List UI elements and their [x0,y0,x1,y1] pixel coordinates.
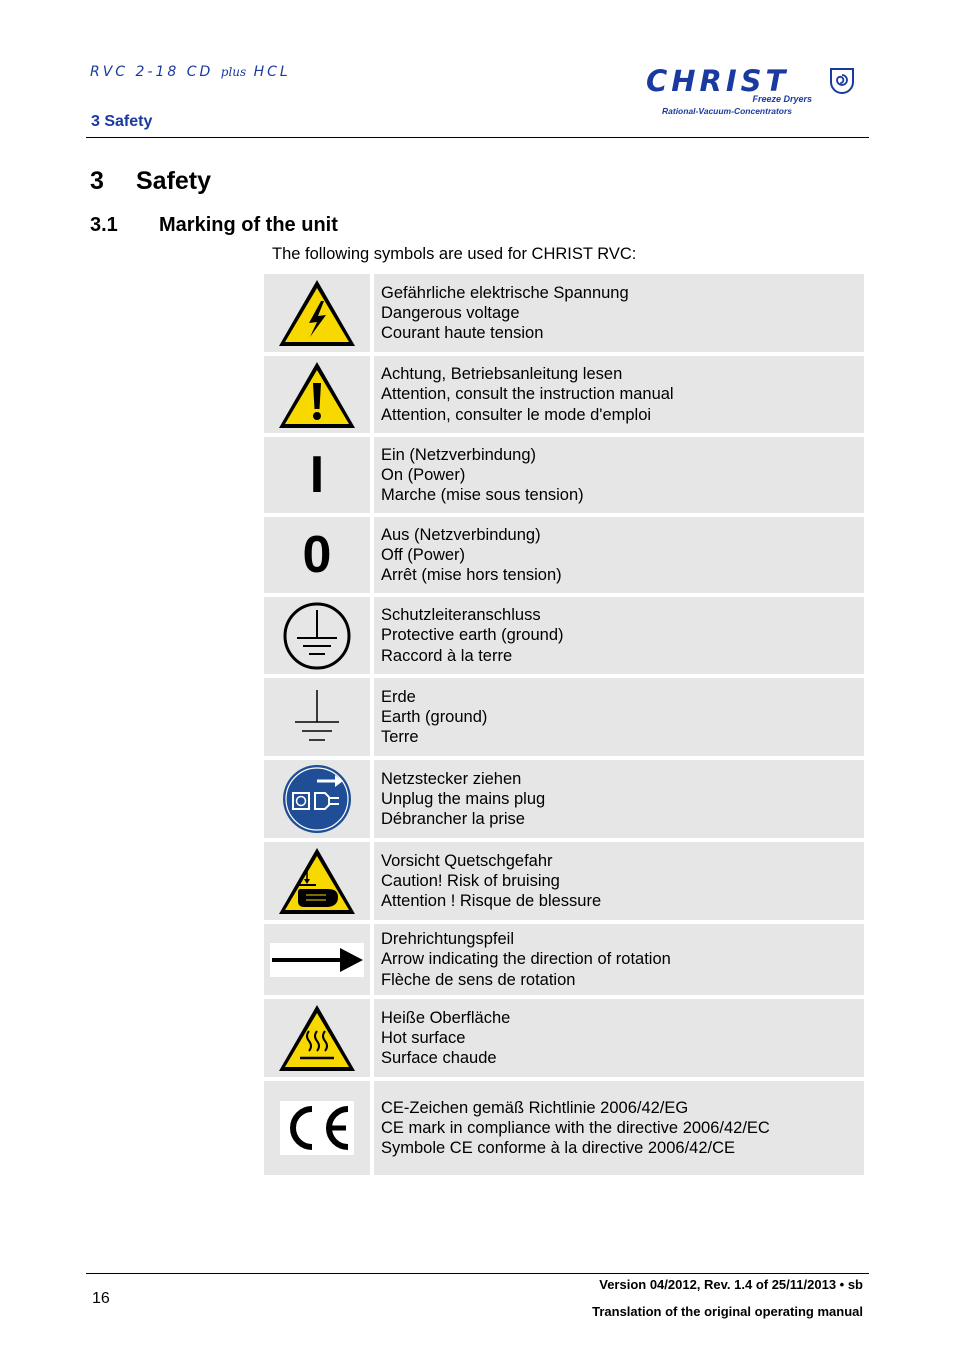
description-de: Heiße Oberfläche [381,1008,511,1027]
description-de: Netzstecker ziehen [381,769,522,788]
section-text: Marking of the unit [159,214,338,236]
description-en: Hot surface [381,1028,466,1047]
description-fr: Attention, consulter le mode d'emploi [381,405,652,424]
power-on-icon: I [309,446,325,504]
header-divider [86,137,869,138]
protective-earth-icon [281,600,353,672]
symbol-description [374,437,864,513]
symbol-description [374,678,864,756]
description-en: Earth (ground) [381,707,488,726]
symbol-description [374,842,864,920]
description-de: Achtung, Betriebsanleitung lesen [381,365,623,384]
symbol-description [374,760,864,838]
earth-ground-icon [287,686,347,748]
description-fr: Terre [381,728,419,747]
symbol-row [264,842,864,920]
symbol-cell [264,437,370,513]
symbol-cell [264,760,370,838]
symbol-row [264,1081,864,1175]
product-suffix: HCL [253,64,291,80]
symbol-cell [264,356,370,433]
symbol-description [374,924,864,995]
product-main: RVC 2-18 CD [90,64,214,80]
logo-spiral-icon [828,66,856,94]
description-fr: Flèche de sens de rotation [381,970,576,989]
section-breadcrumb: 3 Safety [91,113,153,130]
description-de: Gefährliche elektrische Spannung [381,283,629,302]
description-de: Erde [381,687,416,706]
description-en: Arrow indicating the direction of rotation [381,950,671,969]
logo-wordmark: CHRIST [646,64,790,98]
symbols-table [264,274,864,1179]
crush-hazard-warning-icon [276,845,358,917]
description-fr: Marche (mise sous tension) [381,486,584,505]
translation-note: Translation of the original operating manual [592,1304,863,1319]
description-de: Aus (Netzverbindung) [381,525,541,544]
symbol-description [374,999,864,1077]
symbol-row [264,597,864,674]
chapter-number: 3 [90,167,104,195]
symbol-cell [264,842,370,920]
description-de: CE-Zeichen gemäß Richtlinie 2006/42/EG [381,1098,689,1117]
symbol-cell [264,999,370,1077]
description-fr: Symbole CE conforme à la directive 2006/42/CE [381,1139,736,1158]
description-de: Drehrichtungspfeil [381,930,514,949]
symbol-row [264,356,864,433]
symbol-cell [264,274,370,352]
symbol-row [264,517,864,593]
symbol-cell [264,517,370,593]
attention-warning-icon [276,359,358,431]
description-en: On (Power) [381,465,466,484]
description-fr: Courant haute tension [381,324,544,343]
description-fr: Raccord à la terre [381,646,513,665]
product-name [90,64,291,80]
page-number: 16 [92,1290,110,1307]
symbol-description [374,274,864,352]
intro-text: The following symbols are used for CHRIST RVC: [272,245,637,263]
description-de: Schutzleiteranschluss [381,606,541,625]
description-en: Caution! Risk of bruising [381,871,560,890]
ce-mark-icon [280,1101,354,1155]
description-en: Protective earth (ground) [381,626,564,645]
description-fr: Débrancher la prise [381,810,525,829]
symbol-row [264,999,864,1077]
description-en: Off (Power) [381,545,466,564]
product-plus: plus [220,65,247,79]
christ-logo [640,62,868,118]
description-en: Unplug the mains plug [381,789,546,808]
chapter-title [90,167,211,196]
footer-divider [86,1273,869,1274]
version-info: Version 04/2012, Rev. 1.4 of 25/11/2013 • sb [599,1277,863,1292]
section-number: 3.1 [90,214,118,236]
description-en: Dangerous voltage [381,303,520,322]
symbol-cell [264,1081,370,1175]
description-en: Attention, consult the instruction manual [381,385,674,404]
rotation-arrow-icon [270,943,364,977]
symbol-cell [264,597,370,674]
symbol-description [374,1081,864,1175]
symbol-row [264,760,864,838]
description-en: CE mark in compliance with the directive 2006/42/EC [381,1118,770,1137]
logo-tagline-2: Rational-Vacuum-Concentrators [662,106,793,116]
chapter-text: Safety [136,167,212,195]
symbol-description [374,356,864,433]
logo-tagline-1: Freeze Dryers [752,94,812,104]
symbol-description [374,517,864,593]
hot-surface-warning-icon [276,1002,358,1074]
symbol-row [264,437,864,513]
section-title [90,214,338,237]
unplug-mains-icon [281,763,353,835]
symbol-cell [264,924,370,995]
symbol-cell [264,678,370,756]
symbol-description [374,597,864,674]
description-de: Ein (Netzverbindung) [381,445,536,464]
symbol-row [264,924,864,995]
description-fr: Arrêt (mise hors tension) [381,566,562,585]
description-fr: Attention ! Risque de blessure [381,892,602,911]
high-voltage-warning-icon [276,277,358,349]
description-fr: Surface chaude [381,1049,497,1068]
description-de: Vorsicht Quetschgefahr [381,851,553,870]
power-off-icon: 0 [302,526,332,584]
symbol-row [264,678,864,756]
symbol-row [264,274,864,352]
